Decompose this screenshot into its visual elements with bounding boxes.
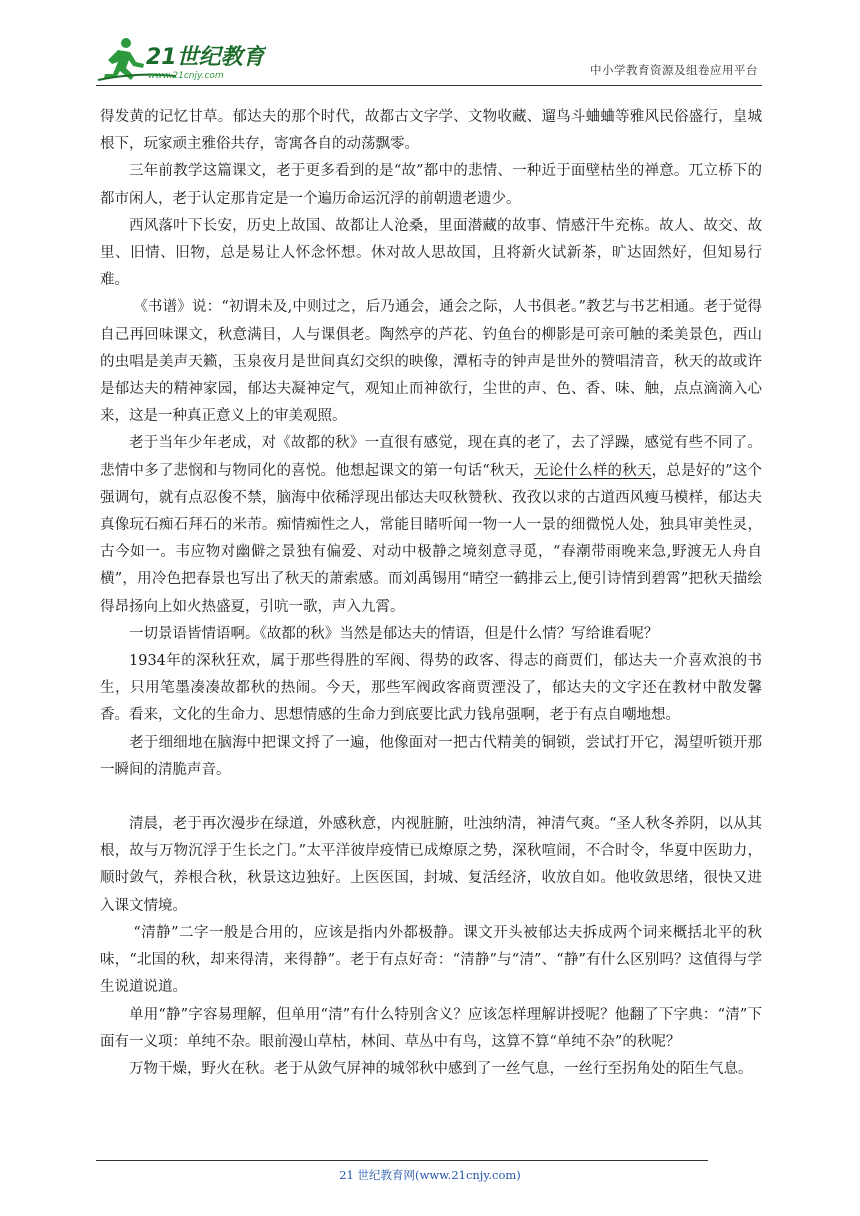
underlined-phrase: 无论什么样的秋天 (534, 462, 652, 479)
footer-link[interactable]: 21 世纪教育网(www.21cnjy.com) (339, 1168, 521, 1182)
paragraph-3: 西风落叶下长安，历史上故国、故都让人沧桑，里面潜藏的故事、情感汗牛充栋。故人、故交、故里、旧情、旧物，总是易让人怀念怀想。休对故人思故国，且将新火试新茶，旷达固然好，但知易行难。 (100, 217, 762, 289)
header-divider (96, 85, 762, 86)
paragraph-9: 清晨，老于再次漫步在绿道，外感秋意，内视脏腑，吐浊纳清，神清气爽。“圣人秋冬养阴，以从其根，故与万物沉浮于生长之门。”太平洋彼岸疫情已成燎原之势，深秋喧闹，不合时令，华夏中医助力，顺时敛气，养根合秋，秋景这边独好。上医医国，封城、复活经济，收放自如。他收敛思绪，很快又进入课文情境。 (100, 816, 762, 914)
paragraph-7: 1934年的深秋狂欢，属于那些得胜的军阀、得势的政客、得志的商贾们，郁达夫一介喜欢浪的书生，只用笔墨凑凑故都秋的热闹。今天，那些军阀政客商贾湮没了，郁达夫的文字还在教材中散发馨香。看来，文化的生命力、思想情感的生命力到底要比武力钱帛强啊，老于有点自嘲地想。 (100, 653, 762, 724)
paragraph-5 (100, 430, 762, 620)
site-logo[interactable] (96, 34, 266, 86)
article-body (100, 104, 762, 1083)
paragraph-5-after: ，总是好的”这个强调句，就有点忍俊不禁，脑海中依稀浮现出郁达夫叹秋赞秋、孜孜以求的古道西风瘦马模样，郁达夫真像玩石痴石拜石的米芾。痴情痴性之人，常能目睹听闻一物一人一景的细微悦人处，独具审美性灵，古今如一。韦应物对幽僻之景独有偏爱、对动中极静之境刻意寻觅，“春潮带雨晚来急,野渡无人舟自横”，用冷色把春景也写出了秋天的萧索感。而刘禹锡用“晴空一鹤排云上,便引诗情到碧霄”把秋天描绘得昂扬向上如火热盛夏，引吭一歌，声入九霄。 (100, 462, 762, 615)
logo-url: www.21cnjy.com (148, 71, 224, 81)
paragraph-12: 万物干燥，野火在秋。老于从敛气屏神的城邻秋中感到了一丝气息，一丝行至拐角处的陌生气息。 (129, 1060, 753, 1077)
platform-name: 中小学教育资源及组卷应用平台 (590, 63, 758, 77)
footer-divider (96, 1160, 708, 1161)
page-header (96, 28, 762, 86)
paragraph-2: 三年前教学这篇课文，老于更多看到的是“故”都中的悲情、一种近于面壁枯坐的禅意。兀立桥下的都市闲人，老于认定那肯定是一个遍历命运沉浮的前朝遗老遗少。 (100, 163, 762, 207)
paragraph-5-before: 老于当年少年老成，对《故都的秋》一直很有感觉，现在真的老了，去了浮躁，感觉有些不同了。悲情中多了悲悯和与物同化的喜悦。他想起课文的第一句话“秋天， (100, 435, 762, 479)
paragraph-8: 老于细细地在脑海中把课文捋了一遍，他像面对一把古代精美的铜锁，尝试打开它，渴望听锁开那一瞬间的清脆声音。 (100, 734, 762, 778)
paragraph-6: 一切景语皆情语啊。《故都的秋》当然是郁达夫的情语，但是什么情？写给谁看呢？ (129, 625, 659, 642)
paragraph-1: 得发黄的记忆甘草。郁达夫的那个时代，故都古文字学、文物收藏、遛鸟斗蛐蛐等雅风民俗盛行，皇城根下，玩家顽主雅俗共存，寄寓各自的动荡飘零。 (100, 109, 762, 153)
paragraph-10: “清静”二字一般是合用的，应该是指内外都极静。课文开头被郁达夫拆成两个词来概括北平的秋味，“北国的秋，却来得清，来得静”。老于有点好奇：“清静”与“清”、“静”有什么区别吗？这值得与学生说道说道。 (100, 924, 762, 996)
logo-text: 21世纪教育 (146, 45, 265, 70)
paragraph-4: 《书谱》说：“初谓未及,中则过之，后乃通会，通会之际，人书俱老。”教艺与书艺相通。老于觉得自己再回味课文，秋意满目，人与课俱老。陶然亭的芦花、钓鱼台的柳影是可亲可触的柔美景色，西山的虫唱是美声天籁，玉泉夜月是世间真幻交织的映像，潭柘寺的钟声是世外的赞唱清音，秋天的故或许是郁达夫的精神家园，郁达夫凝神定气，观知止而神欲行，尘世的声、色、香、味、触，点点滴滴入心来，这是一种真正意义上的审美观照。 (100, 299, 762, 425)
paragraph-11: 单用“静”字容易理解，但单用“清”有什么特别含义？应该怎样理解讲授呢？他翻了下字典：“清”下面有一义项：单纯不杂。眼前漫山草枯，林间、草丛中有鸟，这算不算“单纯不杂”的秋呢？ (100, 1006, 762, 1050)
